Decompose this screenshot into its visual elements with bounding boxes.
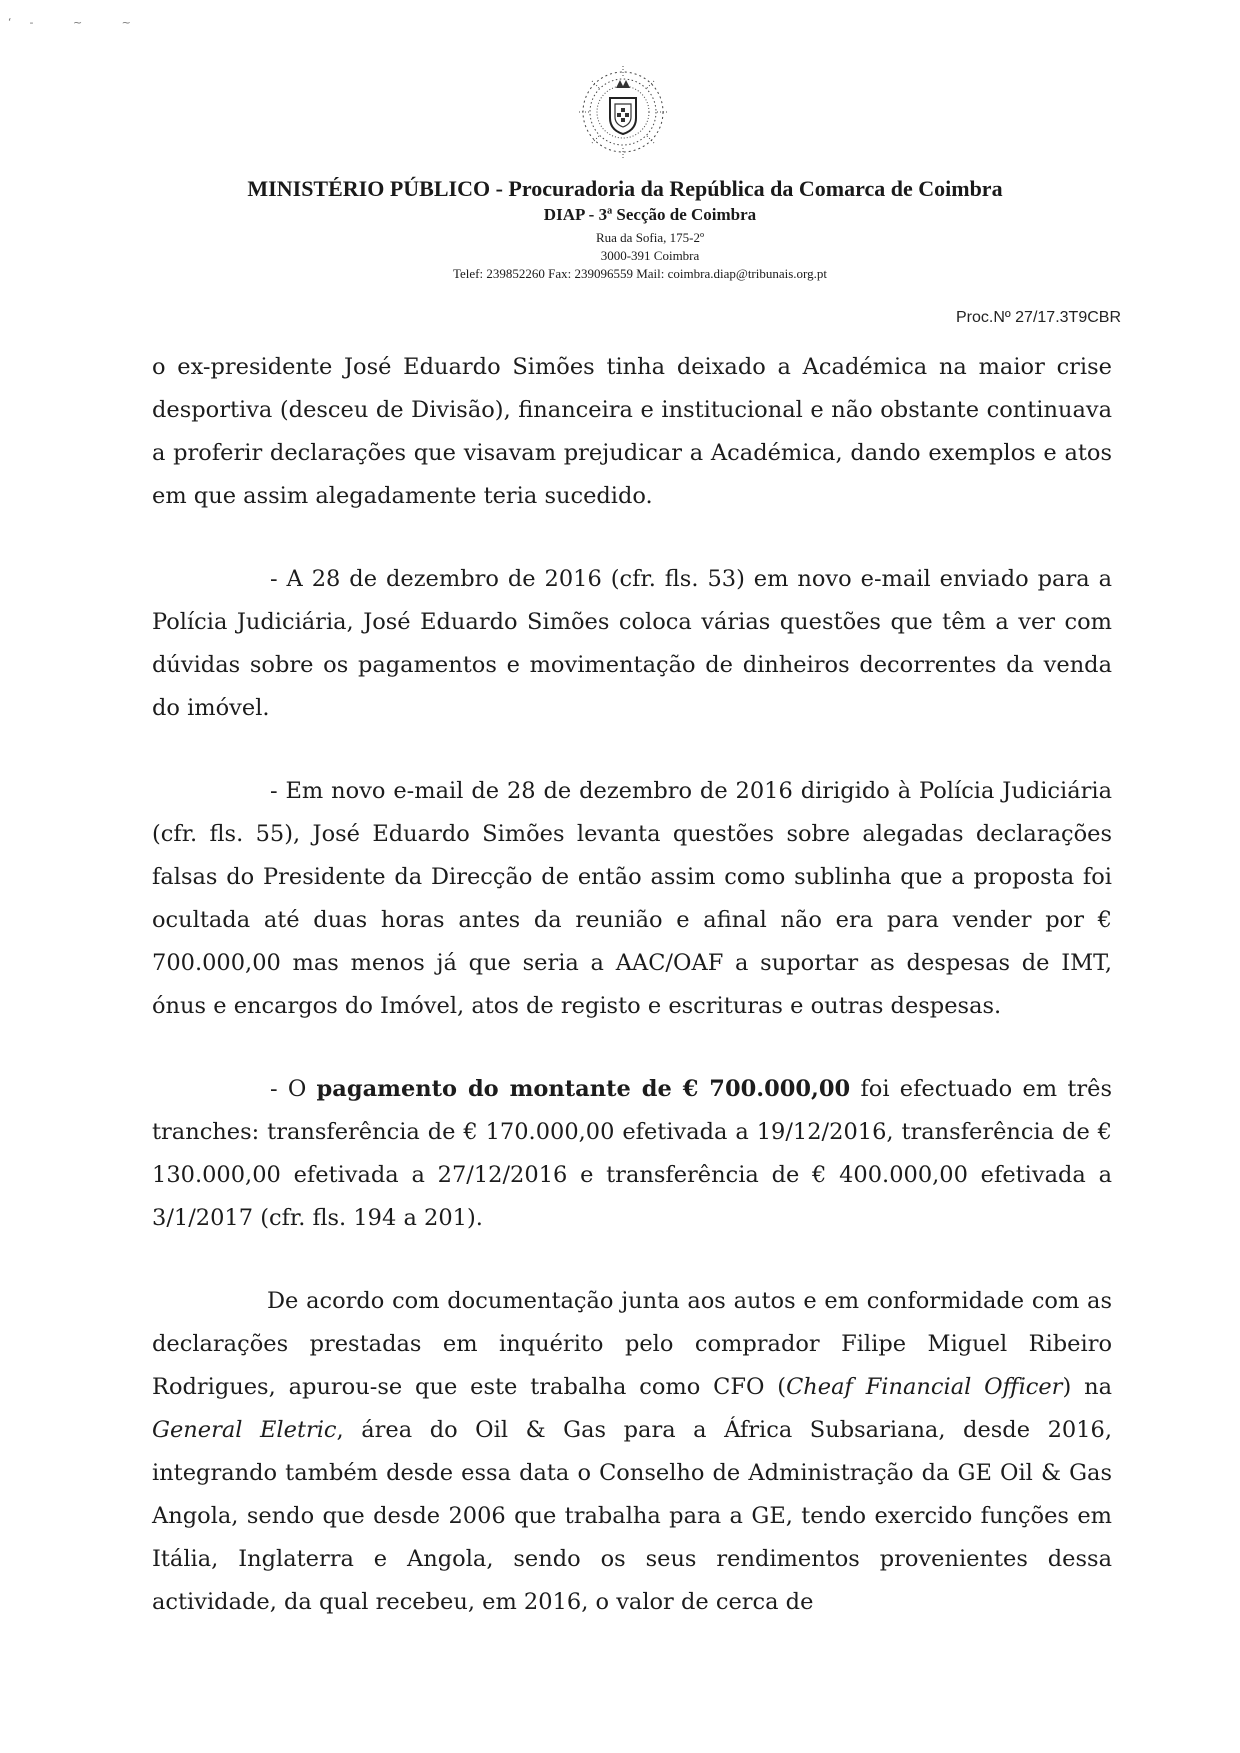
paragraph-4-text: foi efectuado em três tranches: transferência de € 170.000,00 efetivada a 19/12/2016, transferência de € 130.000,00 efetivada a 27/12/2016 e transferência de € 400.000,00 efetivada a 3/1/2017 (cfr. fls. 194 a 201). xyxy=(152,1076,1112,1231)
paragraph-1: o ex-presidente José Eduardo Simões tinha deixado a Académica na maior crise desportiva (desceu de Divisão), financeira e institucional e não obstante continuava a proferir declarações que visavam prejudicar a Académica, dando exemplos e atos em que assim alegadamente teria sucedido. xyxy=(152,354,1112,509)
department-section: DIAP - 3ª Secção de Coimbra xyxy=(543,205,757,224)
paragraph-5-text-a: De acordo com documentação junta aos autos e em conformidade com as declarações prestadas em inquérito pelo comprador Filipe Miguel Ribeiro Rodrigues, apurou-se que este trabalha como CFO ( xyxy=(152,1288,1112,1400)
paragraph-5-text-b: ) na xyxy=(1062,1374,1112,1400)
process-number: Proc.Nº 27/17.3T9CBR xyxy=(955,309,1121,326)
address-street: Rua da Sofia, 175-2º xyxy=(595,230,704,245)
contact-line: Telef: 239852260 Fax: 239096559 Mail: coimbra.diap@tribunais.org.pt xyxy=(452,266,828,281)
company-name-italic: General Eletric xyxy=(152,1417,337,1443)
scan-artifact-marks: ‘- ~ ~ xyxy=(8,16,149,29)
paragraph-5 xyxy=(152,1280,1112,1624)
paragraph-2: - A 28 de dezembro de 2016 (cfr. fls. 53) em novo e-mail enviado para a Polícia Judiciária, José Eduardo Simões coloca várias questões que têm a ver com dúvidas sobre os pagamentos e movimentação de dinheiros decorrentes da venda do imóvel. xyxy=(152,566,1112,721)
institution-title: MINISTÉRIO PÚBLICO - Procuradoria da República da Comarca de Coimbra xyxy=(247,176,1003,201)
republic-coat-of-arms-icon xyxy=(576,62,670,160)
address-city: 3000-391 Coimbra xyxy=(600,248,700,263)
cfo-title-italic: Cheaf Financial Officer xyxy=(786,1374,1063,1400)
paragraph-4 xyxy=(152,1068,1112,1240)
paragraph-5-text-c: , área do Oil & Gas para a África Subsariana, desde 2016, integrando também desde essa data o Conselho de Administração da GE Oil & Gas Angola, sendo que desde 2006 que trabalha para a GE, tendo exercido funções em Itália, Inglaterra e Angola, sendo os seus rendimentos provenientes dessa actividade, da qual recebeu, em 2016, o valor de cerca de xyxy=(152,1417,1112,1615)
paragraph-4-prefix: - O xyxy=(270,1076,317,1102)
paragraph-3: - Em novo e-mail de 28 de dezembro de 2016 dirigido à Polícia Judiciária (cfr. fls. 55), José Eduardo Simões levanta questões sobre alegadas declarações falsas do Presidente da Direcção de então assim como sublinha que a proposta foi ocultada até duas horas antes da reunião e afinal não era para vender por € 700.000,00 mas menos já que seria a AAC/OAF a suportar as despesas de IMT, ónus e encargos do Imóvel, atos de registo e escrituras e outras despesas. xyxy=(152,778,1112,1019)
payment-amount-highlight: pagamento do montante de € 700.000,00 xyxy=(316,1076,851,1102)
document-body xyxy=(152,346,1112,1624)
